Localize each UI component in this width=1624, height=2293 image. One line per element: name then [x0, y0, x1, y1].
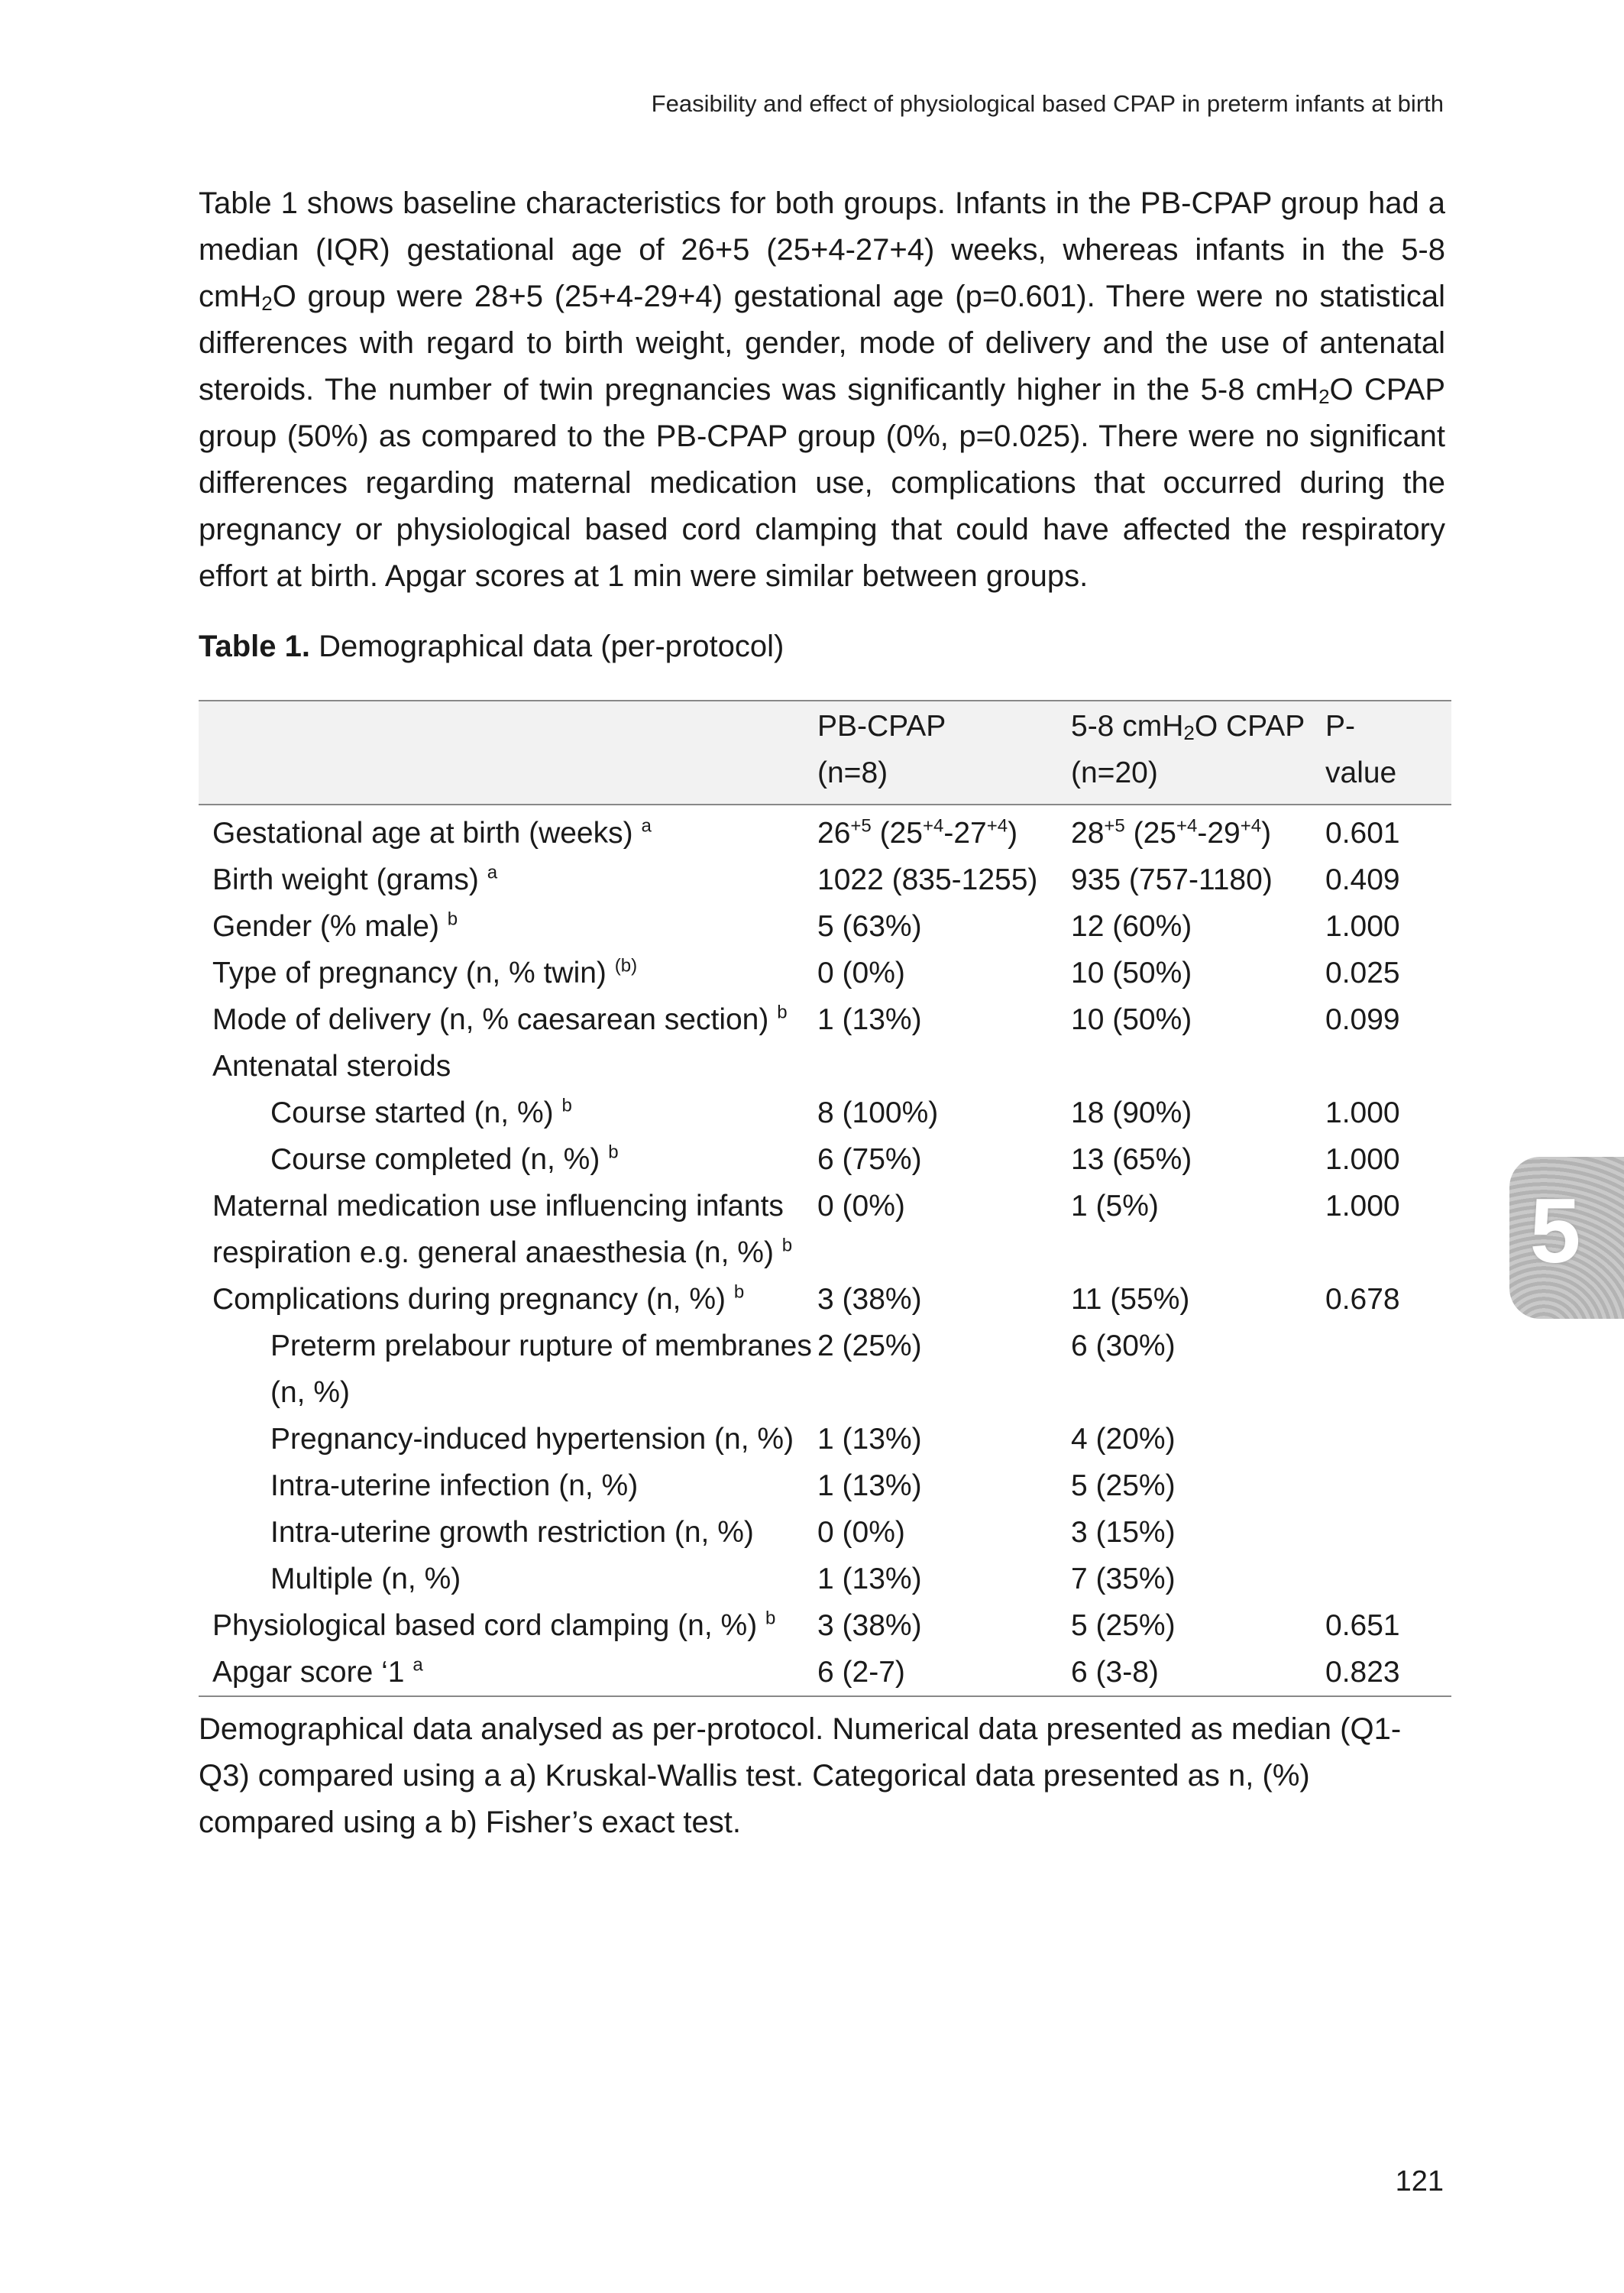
- superscript: +4: [922, 815, 944, 837]
- table-row: [199, 1043, 1451, 1090]
- text-segment: Antenatal steroids: [212, 1050, 451, 1083]
- p-value: [1325, 950, 1451, 996]
- text-segment: 1 (13%): [817, 1423, 922, 1456]
- superscript: b: [781, 1235, 793, 1256]
- superscript: a: [412, 1654, 423, 1676]
- pb-cpap-value: [817, 1183, 1071, 1276]
- text-segment: 6 (75%): [817, 1143, 922, 1176]
- pb-cpap-value: [817, 1556, 1071, 1602]
- text-segment: 935 (757-1180): [1071, 863, 1273, 896]
- row-label: [199, 996, 817, 1043]
- text-segment: 0.651: [1325, 1609, 1400, 1642]
- cpap-5-8-value: [1071, 1509, 1325, 1556]
- cpap-5-8-value: [1071, 1556, 1325, 1602]
- pb-cpap-value: [817, 1649, 1071, 1696]
- text-segment: 7 (35%): [1071, 1563, 1176, 1595]
- table-header-row: [199, 701, 1451, 805]
- header-cell-5-8-cpap: [1071, 701, 1325, 805]
- p-value: [1325, 1462, 1451, 1509]
- table-row: [199, 1462, 1451, 1509]
- pb-cpap-value: [817, 1509, 1071, 1556]
- p-value: [1325, 1136, 1451, 1183]
- header-cell-p-value: [1325, 701, 1451, 805]
- table-header: [199, 701, 1451, 805]
- cpap-5-8-value: [1071, 805, 1325, 857]
- p-value: [1325, 1556, 1451, 1602]
- table-row: [199, 1136, 1451, 1183]
- cpap-5-8-value: [1071, 1136, 1325, 1183]
- text-segment: 1.000: [1325, 1143, 1400, 1176]
- text-segment: Maternal medication use influencing infants respiration e.g. general anaesthesia (n, %): [212, 1190, 784, 1269]
- text-segment: 5 (25%): [1071, 1609, 1176, 1642]
- header-cell-pb-cpap: [817, 701, 1071, 805]
- p-value: [1325, 903, 1451, 950]
- superscript: b: [447, 908, 458, 930]
- row-label: [199, 1276, 817, 1323]
- superscript: a: [641, 815, 652, 837]
- table-row: [199, 1509, 1451, 1556]
- text-segment: Apgar score ‘1: [212, 1656, 413, 1689]
- pb-cpap-value: [817, 903, 1071, 950]
- superscript: b: [733, 1281, 745, 1303]
- cpap-5-8-value: [1071, 1090, 1325, 1136]
- table-row: [199, 1556, 1451, 1602]
- text-segment: Course started (n, %): [270, 1096, 562, 1129]
- p-value: [1325, 1416, 1451, 1462]
- table-row: [199, 1649, 1451, 1696]
- pb-cpap-value: [817, 1276, 1071, 1323]
- pb-cpap-value: [817, 950, 1071, 996]
- table-caption: [199, 623, 784, 670]
- text-segment: 10 (50%): [1071, 1003, 1192, 1036]
- text-segment: 5 (25%): [1071, 1469, 1176, 1502]
- text-segment: 8 (100%): [817, 1096, 939, 1129]
- text-segment: 1.000: [1325, 1096, 1400, 1129]
- row-label: [199, 950, 817, 996]
- text-segment: 0 (0%): [817, 1190, 905, 1223]
- cpap-5-8-value: [1071, 1649, 1325, 1696]
- text-segment: Table 1 shows baseline characteristics for both groups. Infants in the PB-CPAP group had a median (IQR) gestational age of 26+5 (25+4-27+4) weeks, whereas infants in the 5-8 cmH: [199, 186, 1445, 313]
- row-label: [199, 903, 817, 950]
- text-segment: Multiple (n, %): [270, 1563, 461, 1595]
- superscript: b: [561, 1095, 572, 1116]
- cpap-5-8-value: [1071, 903, 1325, 950]
- text-segment: ): [1008, 817, 1018, 850]
- text-segment: 13 (65%): [1071, 1143, 1192, 1176]
- row-label: [199, 1183, 817, 1276]
- text-segment: -29: [1197, 817, 1241, 850]
- row-label: [199, 1043, 817, 1090]
- text-segment: Intra-uterine infection (n, %): [270, 1469, 639, 1502]
- table-body: [199, 805, 1451, 1696]
- text-segment: ): [1261, 817, 1272, 850]
- table-row: [199, 857, 1451, 903]
- pb-cpap-value: [817, 1462, 1071, 1509]
- table-row: [199, 903, 1451, 950]
- text-segment: 6 (30%): [1071, 1329, 1176, 1362]
- table-row: [199, 1416, 1451, 1462]
- cpap-5-8-value: [1071, 857, 1325, 903]
- row-label: [199, 1090, 817, 1136]
- superscript: +4: [986, 815, 1008, 837]
- text-segment: O CPAP: [1194, 710, 1305, 743]
- page-number: 121: [1395, 2165, 1444, 2197]
- pb-cpap-value: [817, 1416, 1071, 1462]
- text-segment: -27: [943, 817, 987, 850]
- p-value: [1325, 1509, 1451, 1556]
- text-segment: (25: [871, 817, 923, 850]
- table-caption-label: Table 1.: [199, 630, 310, 663]
- text-segment: (n=20): [1071, 756, 1158, 789]
- table-row: [199, 1090, 1451, 1136]
- cpap-5-8-value: [1071, 1323, 1325, 1416]
- text-segment: O group were 28+5 (25+4-29+4) gestational age (p=0.601). There were no statistical differences with regard to birth weight, gender, mode of delivery and the use of antenatal steroids. The number of twin pregnancies was significantly higher in the 5-8 cmH: [199, 280, 1445, 406]
- superscript: +4: [1176, 815, 1198, 837]
- text-segment: 3 (38%): [817, 1283, 922, 1316]
- superscript: +4: [1240, 815, 1262, 837]
- text-segment: 10 (50%): [1071, 957, 1192, 989]
- text-segment: Course completed (n, %): [270, 1143, 609, 1176]
- row-label: [199, 1556, 817, 1602]
- text-segment: 1 (5%): [1071, 1190, 1159, 1223]
- text-segment: 4 (20%): [1071, 1423, 1176, 1456]
- text-segment: 0.601: [1325, 817, 1400, 850]
- text-segment: Mode of delivery (n, % caesarean section): [212, 1003, 778, 1036]
- table-row: [199, 950, 1451, 996]
- pb-cpap-value: [817, 996, 1071, 1043]
- text-segment: 0 (0%): [817, 957, 905, 989]
- table-caption-text: Demographical data (per-protocol): [309, 630, 785, 663]
- text-segment: 1 (13%): [817, 1563, 922, 1595]
- text-segment: 6 (3-8): [1071, 1656, 1159, 1689]
- text-segment: Intra-uterine growth restriction (n, %): [270, 1516, 754, 1549]
- text-segment: Complications during pregnancy (n, %): [212, 1283, 734, 1316]
- text-segment: 1022 (835-1255): [817, 863, 1038, 896]
- superscript: a: [487, 862, 498, 883]
- text-segment: 1 (13%): [817, 1469, 922, 1502]
- table-row: [199, 996, 1451, 1043]
- table-footnote: Demographical data analysed as per-protocol. Numerical data presented as median (Q1-Q3) compared using a a) Kruskal-Wallis test. Categorical data presented as n, (%) compared using a b) Fisher’s exact test.: [199, 1712, 1402, 1839]
- row-label: [199, 1136, 817, 1183]
- p-value: [1325, 1602, 1451, 1649]
- text-segment: 11 (55%): [1071, 1283, 1190, 1316]
- superscript: +5: [1104, 815, 1125, 837]
- superscript: b: [777, 1002, 788, 1023]
- subscript: 2: [261, 292, 273, 316]
- cpap-5-8-value: [1071, 1416, 1325, 1462]
- text-segment: PB-CPAP: [817, 710, 946, 743]
- text-segment: Physiological based cord clamping (n, %): [212, 1609, 766, 1642]
- text-segment: 0.025: [1325, 957, 1400, 989]
- cpap-5-8-value: [1071, 1183, 1325, 1276]
- text-segment: 28: [1071, 817, 1105, 850]
- p-value: [1325, 805, 1451, 857]
- text-segment: O CPAP group (50%) as compared to the PB-CPAP group (0%, p=0.025). There were no significant differences regarding maternal medication use, complications that occurred during the pregnancy or physiological based cord clamping that could have affected the respiratory effort at birth. Apgar scores at 1 min were similar between groups.: [199, 373, 1446, 593]
- row-label: [199, 1462, 817, 1509]
- pb-cpap-value: [817, 1136, 1071, 1183]
- header-cell-label: [199, 701, 817, 805]
- text-segment: 0 (0%): [817, 1516, 905, 1549]
- p-value: [1325, 1183, 1451, 1276]
- text-segment: Gestational age at birth (weeks): [212, 817, 642, 850]
- table-row: [199, 1183, 1451, 1276]
- text-segment: 1.000: [1325, 910, 1400, 943]
- subscript: 2: [1183, 721, 1195, 745]
- text-segment: 26: [817, 817, 851, 850]
- pb-cpap-value: [817, 805, 1071, 857]
- body-paragraph: [199, 180, 1445, 600]
- p-value: [1325, 1649, 1451, 1696]
- row-label: [199, 1509, 817, 1556]
- text-segment: P-: [1325, 710, 1355, 743]
- p-value: [1325, 1276, 1451, 1323]
- demographics-table: [199, 700, 1451, 1697]
- table-row: [199, 1602, 1451, 1649]
- row-label: [199, 1602, 817, 1649]
- pb-cpap-value: [817, 1090, 1071, 1136]
- pb-cpap-value: [817, 1323, 1071, 1416]
- row-label: [199, 857, 817, 903]
- row-label: [199, 805, 817, 857]
- superscript: b: [765, 1608, 776, 1629]
- text-segment: Preterm prelabour rupture of membranes (n, %): [270, 1329, 812, 1409]
- superscript: (b): [614, 955, 638, 976]
- chapter-tab-number: 5: [1529, 1180, 1581, 1282]
- text-segment: 3 (15%): [1071, 1516, 1176, 1549]
- subscript: 2: [1318, 385, 1330, 409]
- cpap-5-8-value: [1071, 1043, 1325, 1090]
- text-segment: Gender (% male): [212, 910, 448, 943]
- table-row: [199, 805, 1451, 857]
- pb-cpap-value: [817, 1602, 1071, 1649]
- p-value: [1325, 1043, 1451, 1090]
- pb-cpap-value: [817, 1043, 1071, 1090]
- text-segment: 0.678: [1325, 1283, 1400, 1316]
- cpap-5-8-value: [1071, 1276, 1325, 1323]
- text-segment: 0.099: [1325, 1003, 1400, 1036]
- pb-cpap-value: [817, 857, 1071, 903]
- text-segment: 6 (2-7): [817, 1656, 905, 1689]
- text-segment: Pregnancy-induced hypertension (n, %): [270, 1423, 794, 1456]
- superscript: b: [608, 1142, 619, 1163]
- text-segment: value: [1325, 756, 1397, 789]
- row-label: [199, 1323, 817, 1416]
- table-row: [199, 1323, 1451, 1416]
- p-value: [1325, 1090, 1451, 1136]
- text-segment: 5 (63%): [817, 910, 922, 943]
- text-segment: Birth weight (grams): [212, 863, 487, 896]
- text-segment: Type of pregnancy (n, % twin): [212, 957, 615, 989]
- running-head: Feasibility and effect of physiological based CPAP in preterm infants at birth: [651, 90, 1444, 117]
- text-segment: 5-8 cmH: [1071, 710, 1184, 743]
- text-segment: (n=8): [817, 756, 888, 789]
- superscript: +5: [850, 815, 872, 837]
- cpap-5-8-value: [1071, 950, 1325, 996]
- cpap-5-8-value: [1071, 1462, 1325, 1509]
- text-segment: 12 (60%): [1071, 910, 1192, 943]
- text-segment: 3 (38%): [817, 1609, 922, 1642]
- cpap-5-8-value: [1071, 1602, 1325, 1649]
- chapter-tab: [1509, 1157, 1624, 1319]
- row-label: [199, 1649, 817, 1696]
- text-segment: (25: [1124, 817, 1176, 850]
- p-value: [1325, 857, 1451, 903]
- text-segment: 18 (90%): [1071, 1096, 1192, 1129]
- p-value: [1325, 996, 1451, 1043]
- text-segment: 2 (25%): [817, 1329, 922, 1362]
- row-label: [199, 1416, 817, 1462]
- text-segment: 1.000: [1325, 1190, 1400, 1223]
- text-segment: 0.409: [1325, 863, 1400, 896]
- text-segment: 0.823: [1325, 1656, 1400, 1689]
- p-value: [1325, 1323, 1451, 1416]
- table-row: [199, 1276, 1451, 1323]
- cpap-5-8-value: [1071, 996, 1325, 1043]
- text-segment: 1 (13%): [817, 1003, 922, 1036]
